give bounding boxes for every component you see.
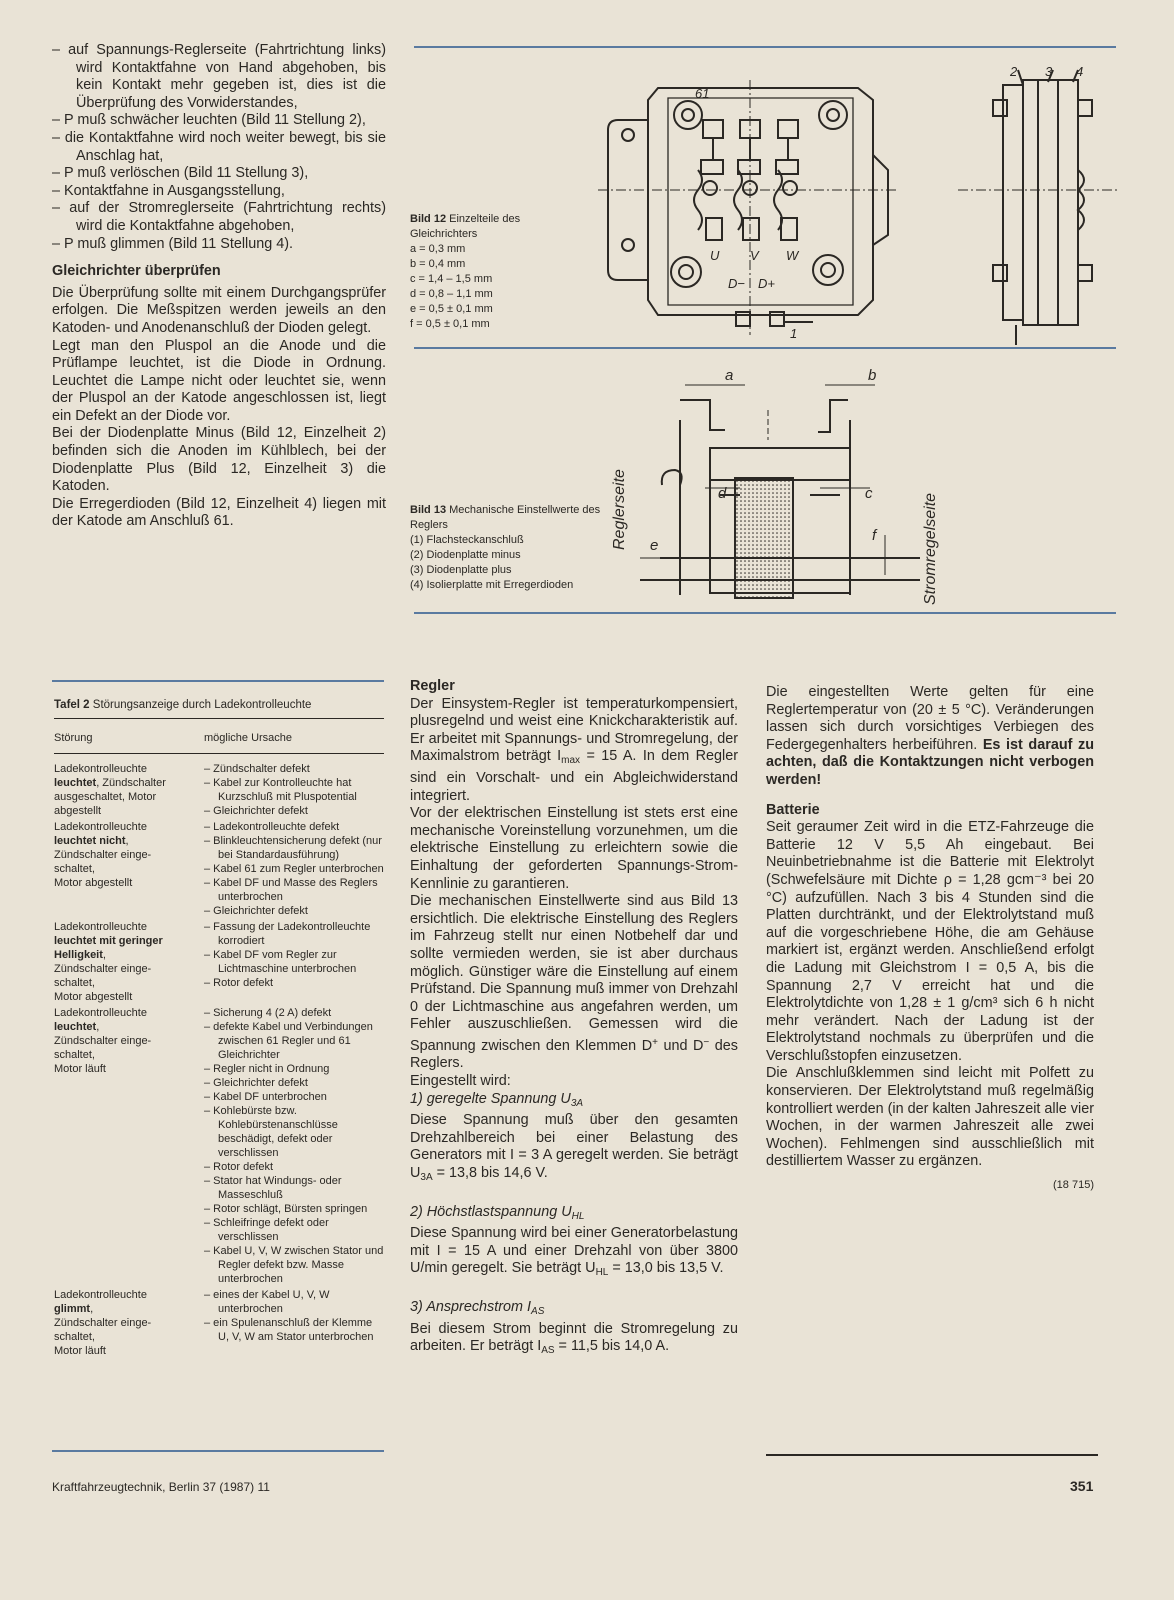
paragraph: Eingestellt wird: <box>410 1073 511 1090</box>
stoerung-line: Ladekontrolleuchte <box>54 821 147 833</box>
figure13-item: (4) Isolierplatte mit Erregerdioden <box>410 579 574 591</box>
figure13-caption-text: Mechanische Einstellwerte des Reglers <box>410 504 601 531</box>
ursache-item: – ein Spulenanschluß der Klemme U, V, W am Stator unterbrochen <box>204 1317 374 1343</box>
stoerung-line: abgestellt <box>54 805 102 817</box>
stoerung-line: leuchtet, <box>54 1021 100 1033</box>
figure12-value: f = 0,5 ± 0,1 mm <box>410 318 490 330</box>
figure12-caption <box>410 212 550 332</box>
regulator-drawing <box>600 360 960 605</box>
figure-rule-middle <box>414 347 1116 349</box>
stoerung-line: Motor läuft <box>54 1063 106 1075</box>
paragraph: Diese Spannung wird bei einer Generatorbelastung mit I = 15 A und einer Drehzahl von über 3800 U/min geregelt. Sie beträgt $U_{HL} = 13,0$ bis 13,5 V. <box>410 1225 738 1279</box>
label-f: f <box>872 527 877 544</box>
left-column-text <box>52 42 386 531</box>
label-b: b <box>868 367 877 384</box>
ursache-item: – Kabel DF vom Regler zur Lichtmaschine unterbrochen <box>204 949 357 975</box>
stoerung-line: Zündschalter einge- <box>54 963 152 975</box>
table-title: Tafel 2 Störungsanzeige durch Ladekontrolleuchte <box>54 699 312 711</box>
table-row <box>54 1006 384 1286</box>
section-heading-regler: Regler <box>410 678 455 694</box>
table-header <box>54 718 384 745</box>
paragraph: Die Überprüfung sollte mit einem Durchgangsprüfer erfolgen. Die Meßspitzen werden jeweils an den Katoden- und Anodenanschluß der Dioden gelegt. <box>52 284 386 336</box>
table-cell-ursache <box>204 920 384 1004</box>
check-list-item: – auf der Stromreglerseite (Fahrtrichtung rechts) wird die Kontaktfahne abgehoben, <box>52 200 386 234</box>
table-row <box>54 820 384 918</box>
ursache-item: – Rotor defekt <box>204 1161 274 1173</box>
paragraph: Der Einsystem-Regler ist temperaturkompensiert, plusregelnd und weist eine Knickcharakteristik auf. Er arbeitet mit Spannungs- und Stromregelung, der Maximalstrom beträgt $I_{max} = 15$ A. In dem Regler sind ein Vorschalt- und ein Abgleichwiderstand integriert. <box>410 695 738 804</box>
stoerung-line: Ladekontrolleuchte <box>54 921 147 933</box>
ursache-item: – Rotor schlägt, Bürsten springen <box>204 1203 368 1215</box>
ursache-item: – Stator hat Windungs- oder Masseschluß <box>204 1175 342 1201</box>
ursache-item: – Kabel 61 zum Regler unterbrochen <box>204 863 384 875</box>
ursache-item: – Sicherung 4 (2 A) defekt <box>204 1007 332 1019</box>
figure13-caption <box>410 503 610 593</box>
check-list-item: – P muß glimmen (Bild 11 Stellung 4). <box>52 235 294 252</box>
stoerung-line: glimmt, <box>54 1303 94 1315</box>
ursache-item: – Fassung der Ladekontrolleuchte korrodiert <box>204 921 371 947</box>
paragraph: Die Erregerdioden (Bild 12, Einzelheit 4) liegen mit der Katode am Anschluß 61. <box>52 495 386 530</box>
stoerung-line: leuchtet, Zündschalter <box>54 777 166 789</box>
label-1: 1 <box>790 326 798 341</box>
label-3: 3 <box>1045 64 1053 79</box>
label-d-plus: D+ <box>758 276 775 291</box>
figure13-item: (1) Flachsteckanschluß <box>410 534 524 546</box>
check-list-item: – Kontaktfahne in Ausgangsstellung, <box>52 182 285 199</box>
figure12-value: c = 1,4 – 1,5 mm <box>410 273 493 285</box>
figure13-item: (2) Diodenplatte minus <box>410 549 521 561</box>
ursache-item: – Kabel U, V, W zwischen Stator und Regler defekt bzw. Masse unterbrochen <box>204 1245 384 1285</box>
ursache-item: – Gleichrichter defekt <box>204 905 308 917</box>
stoerung-line: Helligkeit, <box>54 949 106 961</box>
label-4: 4 <box>1076 64 1084 79</box>
table-row <box>54 762 384 818</box>
stoerung-line: Motor abgestellt <box>54 877 133 889</box>
table-cell-ursache <box>204 1006 384 1286</box>
check-list-item: – auf Spannungs-Reglerseite (Fahrtrichtung links) wird Kontaktfahne von Hand abgehoben, bis kein Kontakt mehr gegeben ist, dies ist die Überprüfung des Vorwiderstandes, <box>52 42 386 111</box>
label-d: d <box>718 485 727 502</box>
paragraph: Seit geraumer Zeit wird in die ETZ-Fahrzeuge die Batterie 12 V 5,5 Ah eingebaut. Bei Neuinbetriebnahme ist die Batterie mit Elektrolyt (Schwefelsäure mit Dichte ρ = 1,28 gcm⁻³ bei 20 °C) aufzufüllen. Nach 3 bis 4 Stunden sind die Platten durchtränkt, und der Elektrolytstand muß auf die vorgeschriebene Höhe, die am Gehäuse markiert ist, ergänzt werden. Anschließend erfolgt die Ladung mit Gleichstrom I = 0,5 A, bis die Spannung 2,7 V erreicht hat und die Elektrolytdichte von 1,28 ± 1 g/cm³ sich 6 h nicht mehr verändert. Nach der Ladung ist der Elektrolytstand nochmals zu überprüfen und die Verschlußstopfen einzusetzen. <box>766 819 1094 1064</box>
table-rule-top <box>52 680 384 682</box>
label-reglerseite: Reglerseite <box>611 469 628 550</box>
label-e: e <box>650 537 659 554</box>
ursache-item: – Kabel DF unterbrochen <box>204 1091 327 1103</box>
figure-rule-top <box>414 46 1116 48</box>
journal-footer: Kraftfahrzeugtechnik, Berlin 37 (1987) 11 <box>52 1480 270 1494</box>
ursache-item: – Rotor defekt <box>204 977 274 989</box>
label-u: U <box>710 248 720 263</box>
rectifier-drawing <box>598 60 1118 345</box>
figure12-value: e = 0,5 ± 0,1 mm <box>410 303 493 315</box>
check-list-item: – P muß verlöschen (Bild 11 Stellung 3), <box>52 165 309 182</box>
stoerung-line: schaltet, <box>54 1049 95 1061</box>
paragraph: Legt man den Pluspol an die Anode und die Prüflampe leuchtet, ist die Diode in Ordnung. Leuchtet die Lampe nicht oder leuchtet sie, wenn der Pluspol an der Katode angeschlossen ist, liegt ein Defekt an der Diode vor. <box>52 337 386 424</box>
section-heading-gleichrichter: Gleichrichter überprüfen <box>52 263 221 280</box>
stoerung-line: Ladekontrolleuchte <box>54 1007 147 1019</box>
table-cell-ursache <box>204 762 384 818</box>
paragraph: Diese Spannung muß über den gesamten Drehzahlbereich bei einer Belastung des Generators mit I = 3 A geregelt werden. Sie beträgt $U_{3A} = 13,8$ bis 14,6 V. <box>410 1112 738 1184</box>
ursache-item: – Kabel DF und Masse des Reglers unterbrochen <box>204 877 378 903</box>
right-rule-bottom <box>766 1454 1098 1456</box>
stoerung-line: leuchtet mit geringer <box>54 935 163 947</box>
ursache-item: – Gleichrichter defekt <box>204 1077 308 1089</box>
paragraph: Bei diesem Strom beginnt die Stromregelung zu arbeiten. Er beträgt $I_{AS} = 11,5$ bis 14,0 A. <box>410 1320 738 1357</box>
check-list-item: – die Kontaktfahne wird noch weiter bewegt, bis sie Anschlag hat, <box>52 129 386 164</box>
subheading-spannung: 1) geregelte Spannung $U_{3A}$ <box>410 1090 584 1109</box>
table-cell-stoerung <box>54 762 204 818</box>
check-list <box>52 42 386 253</box>
figure12-value: b = 0,4 mm <box>410 258 466 270</box>
ursache-item: – Ladekontrolleuchte defekt <box>204 821 340 833</box>
ursache-item: – Kohlebürste bzw. Kohlebürstenanschlüsse beschädigt, defekt oder verschlissen <box>204 1105 338 1159</box>
table-row <box>54 1288 384 1358</box>
ursache-item: – Gleichrichter defekt <box>204 805 308 817</box>
fault-table <box>54 698 384 1360</box>
stoerung-line: Zündschalter einge- <box>54 1317 152 1329</box>
ursache-item: – Schleifringe defekt oder verschlissen <box>204 1217 329 1243</box>
ursache-item: – Zündschalter defekt <box>204 763 310 775</box>
right-column-text <box>766 684 1094 1195</box>
subheading-ansprechstrom: 3) Ansprechstrom $I_{AS}$ <box>410 1299 545 1317</box>
table-cell-stoerung <box>54 1006 204 1286</box>
label-d-minus: D− <box>728 276 745 291</box>
figure-rule-bottom <box>414 612 1116 614</box>
stoerung-line: schaltet, <box>54 977 95 989</box>
stoerung-line: Zündschalter einge- <box>54 1035 152 1047</box>
table-body <box>54 753 384 1358</box>
stoerung-line: Zündschalter einge- <box>54 849 152 861</box>
check-list-item: – P muß schwächer leuchten (Bild 11 Stellung 2), <box>52 112 366 129</box>
column-header-stoerung: Störung <box>54 732 93 744</box>
label-2: 2 <box>1010 64 1018 79</box>
figure12-caption-text: Einzelteile des Gleichrichters <box>410 213 521 240</box>
table-rule-bottom <box>52 1450 384 1452</box>
paragraph: Die eingestellten Werte gelten für eine Reglertemperatur von (20 ± 5 °C). Veränderungen lassen sich durch vorsichtiges Verbiegen des Federgegenhalters herbeiführen. Es ist darauf zu achten, daß die Kontaktzungen nicht verbogen werden! <box>766 684 1095 788</box>
ursache-item: – Regler nicht in Ordnung <box>204 1063 330 1075</box>
label-a: a <box>725 367 734 384</box>
ursache-item: – Kabel zur Kontrolleuchte hat Kurzschluß mit Pluspotential <box>204 777 357 803</box>
stoerung-line: ausgeschaltet, Motor <box>54 791 157 803</box>
paragraph: Bei der Diodenplatte Minus (Bild 12, Einzelheit 2) befinden sich die Anoden im Kühlblech, bei der Diodenplatte Plus (Bild 12, Einzelheit 3) die Katoden. <box>52 425 386 495</box>
label-w: W <box>786 248 799 263</box>
stoerung-line: Motor läuft <box>54 1345 106 1357</box>
stoerung-line: Ladekontrolleuchte <box>54 1289 147 1301</box>
paragraph: Die Anschlußklemmen sind leicht mit Polfett zu konservieren. Der Elektrolytstand muß regelmäßig kontrolliert werden (in der kalten Jahreszeit alle vier Wochen, in der warmen Jahreszeit alle zwei Wochen). Fehlmengen sind ausschließlich mit destilliertem Wasser zu ergänzen. <box>766 1065 1094 1170</box>
ursache-item: – eines der Kabel U, V, W unterbrochen <box>204 1289 330 1315</box>
table-cell-ursache <box>204 1288 384 1358</box>
middle-column-text <box>410 678 738 1360</box>
table-cell-stoerung <box>54 920 204 1004</box>
stoerung-line: schaltet, <box>54 1331 95 1343</box>
ursache-item: – Blinkleuchtensicherung defekt (nur bei Standardausführung) <box>204 835 382 861</box>
stoerung-line: Ladekontrolleuchte <box>54 763 147 775</box>
figure12-title: Bild 12 <box>410 213 447 225</box>
table-cell-stoerung <box>54 1288 204 1358</box>
label-c: c <box>865 485 873 502</box>
table-row <box>54 920 384 1004</box>
label-61: 61 <box>695 86 710 101</box>
paragraph: Die mechanischen Einstellwerte sind aus Bild 13 ersichtlich. Die elektrische Einstellung des Reglers im Fahrzeug stellt nur einen Notbehelf dar und sollte vermieden werden, sie ist aber durchaus möglich. Günstiger wäre die Einstellung auf einem Prüfstand. Die Spannung muß immer von Drehzahl 0 der Lichtmaschine aus angefahren werden, um Fehler auszuschließen. Gemessen wird die Spannung zwischen den Klemmen D+ und D− des Reglers. <box>410 893 738 1072</box>
stoerung-line: Motor abgestellt <box>54 991 133 1003</box>
page-number: 351 <box>1070 1478 1094 1494</box>
label-stromregelseite: Stromregelseite <box>922 492 939 605</box>
table-cell-ursache <box>204 820 384 918</box>
stoerung-line: leuchtet nicht, <box>54 835 129 847</box>
figure13-item: (3) Diodenplatte plus <box>410 564 512 576</box>
figure13-title: Bild 13 <box>410 504 447 516</box>
label-v: V <box>750 248 759 263</box>
stoerung-line: schaltet, <box>54 863 95 875</box>
paragraph: Vor der elektrischen Einstellung ist stets erst eine mechanische Voreinstellung vorzunehmen, um die elektrische Einstellung zu erleichtern sowie die Einhaltung der geforderten Spannungs-Strom-Kennlinie zu garantieren. <box>410 805 738 892</box>
column-header-ursache: mögliche Ursache <box>204 732 293 744</box>
ursache-item: – defekte Kabel und Verbindungen zwischen 61 Regler und 61 Gleichrichter <box>204 1021 373 1061</box>
subheading-hoechstlast: 2) Höchstlastspannung $U_{HL}$ <box>410 1203 585 1222</box>
figure12-value: d = 0,8 – 1,1 mm <box>410 288 493 300</box>
table-cell-stoerung <box>54 820 204 918</box>
section-heading-batterie: Batterie <box>766 801 820 818</box>
reference-number: (18 715) <box>1053 1179 1094 1192</box>
figure12-value: a = 0,3 mm <box>410 243 466 255</box>
